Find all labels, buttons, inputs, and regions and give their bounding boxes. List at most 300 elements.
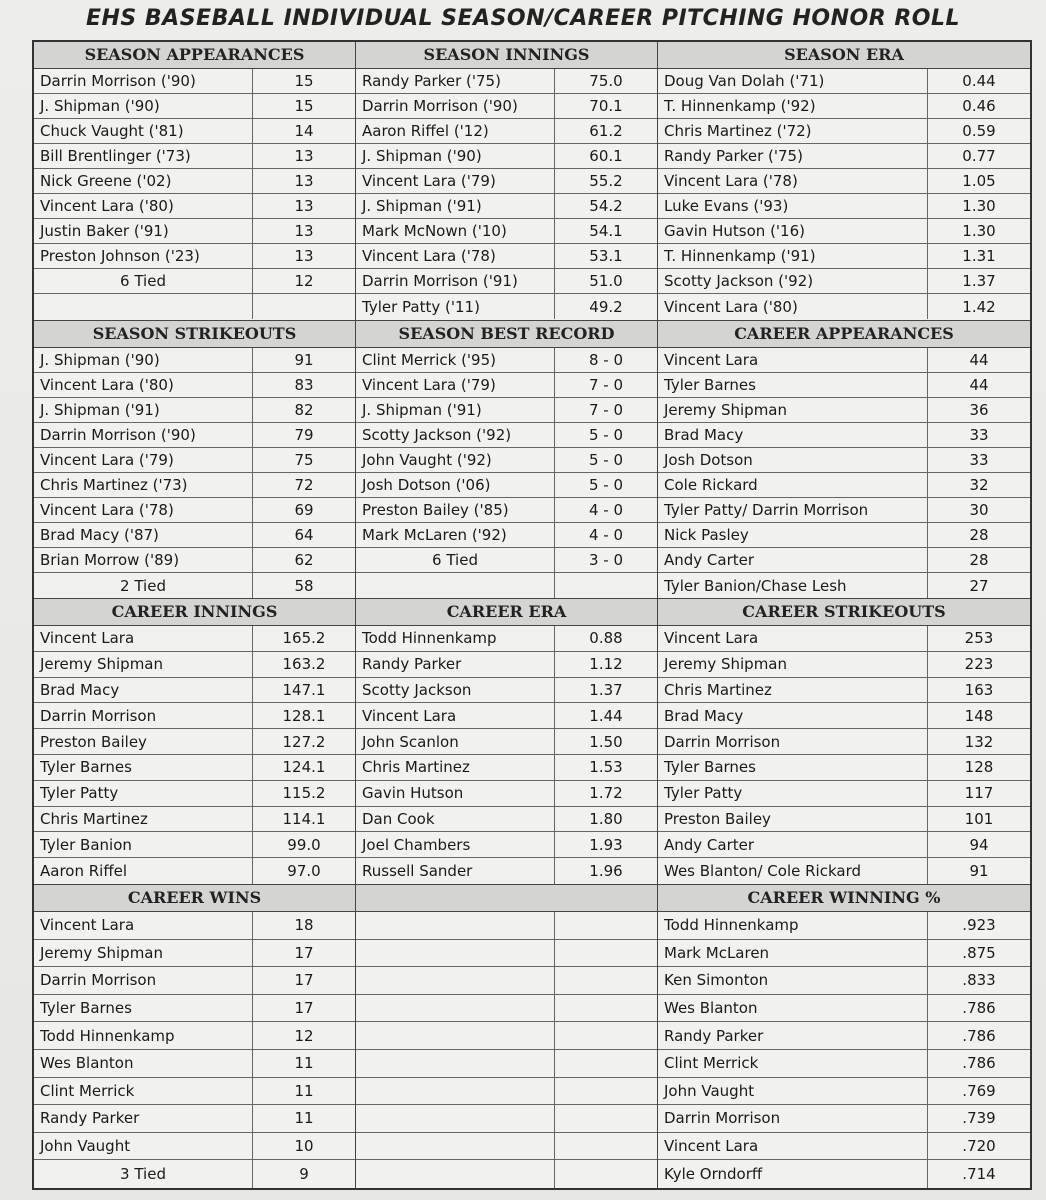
record-holder: Jeremy Shipman: [34, 652, 253, 677]
record-holder: J. Shipman ('90): [34, 348, 253, 372]
record-holder: Nick Greene ('02): [34, 169, 253, 193]
record-holder: Vincent Lara ('78): [356, 244, 555, 268]
record-value: 17: [294, 943, 314, 962]
table-row: [34, 244, 355, 269]
record-value: 127.2: [282, 732, 326, 751]
section-header: SEASON STRIKEOUTS: [34, 321, 355, 348]
record-value: 49.2: [589, 297, 623, 316]
record-value: 28: [969, 551, 989, 569]
record-holder: [356, 995, 555, 1022]
record-value: 72: [294, 476, 314, 494]
record-value: 1.05: [962, 172, 996, 190]
record-holder: Vincent Lara: [658, 626, 928, 651]
record-holder: Jeremy Shipman: [658, 398, 928, 422]
record-holder: Jeremy Shipman: [658, 652, 928, 677]
record-holder: Preston Bailey ('85): [356, 498, 555, 522]
record-value: 0.77: [962, 147, 996, 165]
record-value: 12: [294, 1026, 314, 1045]
record-value: 13: [294, 197, 314, 215]
record-value: 97.0: [287, 862, 321, 881]
record-value: 147.1: [282, 680, 326, 699]
record-value: [555, 912, 657, 939]
record-value: .833: [962, 971, 996, 990]
table-row: [356, 755, 657, 781]
record-value: [555, 1078, 657, 1105]
record-holder: Josh Dotson: [658, 448, 928, 472]
record-holder: Gavin Hutson ('16): [658, 219, 928, 243]
section-header: CAREER APPEARANCES: [658, 321, 1030, 348]
record-value: 4 - 0: [588, 501, 624, 519]
table-row: [658, 1078, 1030, 1106]
record-value: 94: [969, 835, 989, 854]
table-row: [356, 703, 657, 729]
table-row: [356, 119, 657, 144]
record-holder: [356, 912, 555, 939]
record-holder: [34, 294, 253, 319]
table-row: [658, 781, 1030, 807]
record-holder: Randy Parker: [658, 1022, 928, 1049]
record-value: 3 - 0: [588, 551, 624, 569]
record-value: 115.2: [282, 784, 326, 803]
section-header: CAREER ERA: [356, 599, 657, 626]
record-holder: Darrin Morrison ('90): [356, 94, 555, 118]
table-row: [658, 194, 1030, 219]
table-row: [34, 1160, 355, 1188]
table-row: [658, 473, 1030, 498]
table-row: [356, 781, 657, 807]
table-row: [34, 294, 355, 319]
section-header: CAREER WINS: [34, 885, 355, 912]
section-header: SEASON APPEARANCES: [34, 42, 355, 69]
section-band: [34, 598, 1030, 885]
record-holder: Vincent Lara ('80): [658, 294, 928, 319]
record-value: 27: [969, 576, 989, 595]
table-row: [34, 1133, 355, 1161]
table-row: [658, 1105, 1030, 1133]
record-holder: 6 Tied: [34, 269, 253, 293]
record-holder: 2 Tied: [34, 573, 253, 598]
record-holder: T. Hinnenkamp ('92): [658, 94, 928, 118]
record-value: .714: [962, 1165, 996, 1184]
table-row: [34, 144, 355, 169]
table-row: [658, 144, 1030, 169]
record-value: 70.1: [589, 97, 623, 115]
record-value: .786: [962, 1054, 996, 1073]
record-holder: Tyler Barnes: [34, 755, 253, 780]
record-holder: Vincent Lara: [356, 703, 555, 728]
record-value: 4 - 0: [588, 526, 624, 544]
table-row: [658, 294, 1030, 319]
record-value: 1.96: [589, 862, 623, 881]
table-row: [34, 995, 355, 1023]
record-holder: Todd Hinnenkamp: [34, 1022, 253, 1049]
record-value: [253, 294, 355, 319]
table-row: [34, 781, 355, 807]
record-holder: Brian Morrow ('89): [34, 548, 253, 572]
table-row: [658, 703, 1030, 729]
honor-section: [356, 599, 658, 885]
record-value: [555, 940, 657, 967]
table-row: [34, 832, 355, 858]
record-holder: J. Shipman ('90): [356, 144, 555, 168]
table-row: [356, 219, 657, 244]
record-holder: Bill Brentlinger ('73): [34, 144, 253, 168]
record-holder: Todd Hinnenkamp: [356, 626, 555, 651]
table-row: [34, 940, 355, 968]
table-row: [658, 448, 1030, 473]
table-row: [356, 626, 657, 652]
record-holder: Tyler Patty ('11): [356, 294, 555, 319]
record-value: 0.44: [962, 72, 996, 90]
record-value: 1.37: [589, 680, 623, 699]
table-row: [34, 498, 355, 523]
record-value: 7 - 0: [588, 401, 624, 419]
record-value: 36: [969, 401, 989, 419]
table-row: [658, 523, 1030, 548]
table-row: [34, 423, 355, 448]
section-header: CAREER WINNING %: [658, 885, 1030, 912]
record-holder: Scotty Jackson ('92): [356, 423, 555, 447]
record-holder: Vincent Lara ('79): [356, 373, 555, 397]
record-value: .923: [962, 916, 996, 935]
record-value: 128.1: [282, 706, 326, 725]
record-value: [555, 1105, 657, 1132]
record-value: 64: [294, 526, 314, 544]
table-row: [658, 548, 1030, 573]
record-value: .786: [962, 1026, 996, 1045]
record-value: .720: [962, 1137, 996, 1156]
record-value: 13: [294, 222, 314, 240]
table-row: [356, 995, 657, 1023]
table-row: [34, 523, 355, 548]
record-value: 148: [964, 706, 994, 725]
record-value: 1.80: [589, 809, 623, 828]
honor-section: [356, 321, 658, 599]
record-holder: Joel Chambers: [356, 832, 555, 857]
section-header: SEASON BEST RECORD: [356, 321, 657, 348]
record-holder: Vincent Lara ('80): [34, 373, 253, 397]
table-row: [34, 1105, 355, 1133]
record-holder: Vincent Lara: [34, 912, 253, 939]
honor-section: [356, 42, 658, 320]
record-holder: Josh Dotson ('06): [356, 473, 555, 497]
record-value: 12: [294, 272, 314, 290]
record-value: 83: [294, 376, 314, 394]
record-value: 11: [294, 1054, 314, 1073]
section-band: [34, 42, 1030, 320]
table-row: [356, 94, 657, 119]
table-row: [356, 652, 657, 678]
record-holder: Justin Baker ('91): [34, 219, 253, 243]
record-holder: Andy Carter: [658, 832, 928, 857]
record-holder: Doug Van Dolah ('71): [658, 69, 928, 93]
record-value: 30: [969, 501, 989, 519]
record-value: 11: [294, 1081, 314, 1100]
table-row: [34, 69, 355, 94]
record-value: 33: [969, 451, 989, 469]
table-row: [356, 269, 657, 294]
record-holder: Mark McNown ('10): [356, 219, 555, 243]
table-row: [658, 169, 1030, 194]
record-value: 99.0: [287, 835, 321, 854]
record-holder: Clint Merrick: [34, 1078, 253, 1105]
record-value: 58: [294, 576, 314, 595]
table-row: [34, 626, 355, 652]
table-row: [356, 373, 657, 398]
table-row: [34, 755, 355, 781]
table-row: [658, 858, 1030, 884]
record-holder: Brad Macy: [658, 703, 928, 728]
table-row: [356, 858, 657, 884]
table-row: [34, 1078, 355, 1106]
record-holder: Ken Simonton: [658, 967, 928, 994]
table-row: [34, 729, 355, 755]
record-holder: Darrin Morrison: [658, 1105, 928, 1132]
record-value: 53.1: [589, 247, 623, 265]
record-value: 17: [294, 999, 314, 1018]
table-row: [356, 523, 657, 548]
record-value: 13: [294, 147, 314, 165]
table-row: [356, 423, 657, 448]
record-holder: Tyler Patty: [658, 781, 928, 806]
table-row: [658, 967, 1030, 995]
record-holder: Jeremy Shipman: [34, 940, 253, 967]
table-row: [658, 1022, 1030, 1050]
table-row: [658, 626, 1030, 652]
table-row: [356, 69, 657, 94]
record-holder: Mark McLaren ('92): [356, 523, 555, 547]
record-holder: Nick Pasley: [658, 523, 928, 547]
record-holder: Wes Blanton: [34, 1050, 253, 1077]
record-value: 54.2: [589, 197, 623, 215]
table-row: [34, 967, 355, 995]
record-value: 13: [294, 247, 314, 265]
table-row: [34, 373, 355, 398]
table-row: [34, 548, 355, 573]
table-row: [34, 1050, 355, 1078]
record-holder: Preston Johnson ('23): [34, 244, 253, 268]
record-value: 1.30: [962, 197, 996, 215]
record-value: 1.53: [589, 758, 623, 777]
record-holder: Darrin Morrison: [34, 703, 253, 728]
record-value: 61.2: [589, 122, 623, 140]
table-row: [356, 940, 657, 968]
record-holder: J. Shipman ('91): [356, 194, 555, 218]
record-value: 0.88: [589, 629, 623, 648]
record-holder: Chuck Vaught ('81): [34, 119, 253, 143]
record-holder: Vincent Lara ('78): [658, 169, 928, 193]
table-row: [658, 119, 1030, 144]
record-value: 7 - 0: [588, 376, 624, 394]
table-row: [658, 1160, 1030, 1188]
record-holder: Aaron Riffel ('12): [356, 119, 555, 143]
record-holder: [356, 1078, 555, 1105]
table-row: [658, 678, 1030, 704]
table-row: [658, 373, 1030, 398]
honor-section: [658, 321, 1030, 599]
record-holder: Vincent Lara ('79): [34, 448, 253, 472]
record-holder: Vincent Lara: [658, 1133, 928, 1160]
honor-section: [34, 42, 356, 320]
record-value: 124.1: [282, 758, 326, 777]
record-holder: Chris Martinez ('72): [658, 119, 928, 143]
honor-section: [658, 42, 1030, 320]
table-row: [658, 244, 1030, 269]
record-value: 165.2: [282, 629, 326, 648]
honor-roll-grid: [32, 40, 1032, 1190]
record-value: 10: [294, 1137, 314, 1156]
record-holder: Wes Blanton/ Cole Rickard: [658, 858, 928, 884]
record-value: .769: [962, 1081, 996, 1100]
record-value: 79: [294, 426, 314, 444]
table-row: [658, 269, 1030, 294]
table-row: [356, 144, 657, 169]
record-value: 75.0: [589, 72, 623, 90]
record-value: [555, 967, 657, 994]
table-row: [34, 194, 355, 219]
table-row: [34, 573, 355, 598]
record-value: 60.1: [589, 147, 623, 165]
record-holder: Tyler Banion/Chase Lesh: [658, 573, 928, 598]
section-header: SEASON INNINGS: [356, 42, 657, 69]
record-holder: Brad Macy ('87): [34, 523, 253, 547]
record-value: 1.37: [962, 272, 996, 290]
record-holder: Brad Macy: [658, 423, 928, 447]
record-value: 13: [294, 172, 314, 190]
record-value: 18: [294, 916, 314, 935]
table-row: [658, 940, 1030, 968]
table-row: [658, 348, 1030, 373]
record-value: [555, 1160, 657, 1188]
record-holder: John Scanlon: [356, 729, 555, 754]
table-row: [356, 1160, 657, 1188]
record-value: 1.12: [589, 655, 623, 674]
record-holder: Randy Parker: [34, 1105, 253, 1132]
record-holder: Randy Parker ('75): [658, 144, 928, 168]
table-row: [34, 448, 355, 473]
section-header: SEASON ERA: [658, 42, 1030, 69]
record-holder: Russell Sander: [356, 858, 555, 884]
record-holder: [356, 1022, 555, 1049]
table-row: [658, 912, 1030, 940]
record-value: 44: [969, 376, 989, 394]
section-band: [34, 884, 1030, 1189]
table-row: [34, 678, 355, 704]
table-row: [658, 729, 1030, 755]
record-holder: Scotty Jackson ('92): [658, 269, 928, 293]
record-holder: [356, 967, 555, 994]
record-holder: Tyler Patty: [34, 781, 253, 806]
record-value: 11: [294, 1109, 314, 1128]
table-row: [658, 573, 1030, 598]
record-holder: Randy Parker ('75): [356, 69, 555, 93]
record-value: 132: [964, 732, 994, 751]
record-value: 1.93: [589, 835, 623, 854]
record-holder: John Vaught: [658, 1078, 928, 1105]
table-row: [34, 473, 355, 498]
record-holder: Wes Blanton: [658, 995, 928, 1022]
record-holder: Preston Bailey: [658, 807, 928, 832]
table-row: [34, 348, 355, 373]
table-row: [356, 1050, 657, 1078]
record-holder: Vincent Lara ('80): [34, 194, 253, 218]
record-value: 9: [299, 1165, 309, 1184]
record-holder: Vincent Lara: [34, 626, 253, 651]
record-value: 223: [964, 655, 994, 674]
record-value: 1.72: [589, 784, 623, 803]
table-row: [658, 69, 1030, 94]
honor-section: [658, 885, 1030, 1189]
record-value: 15: [294, 97, 314, 115]
record-value: 55.2: [589, 172, 623, 190]
record-holder: Darrin Morrison ('90): [34, 423, 253, 447]
record-holder: Dan Cook: [356, 807, 555, 832]
table-row: [658, 995, 1030, 1023]
record-value: .786: [962, 999, 996, 1018]
record-value: 51.0: [589, 272, 623, 290]
table-row: [658, 652, 1030, 678]
table-row: [658, 498, 1030, 523]
record-value: 1.44: [589, 706, 623, 725]
record-holder: Aaron Riffel: [34, 858, 253, 884]
table-row: [356, 548, 657, 573]
record-holder: Tyler Patty/ Darrin Morrison: [658, 498, 928, 522]
table-row: [356, 398, 657, 423]
record-holder: Clint Merrick: [658, 1050, 928, 1077]
record-holder: Brad Macy: [34, 678, 253, 703]
record-holder: Gavin Hutson: [356, 781, 555, 806]
record-value: 0.46: [962, 97, 996, 115]
table-row: [356, 348, 657, 373]
record-value: 91: [969, 862, 989, 881]
record-holder: Tyler Barnes: [658, 755, 928, 780]
record-value: 128: [964, 758, 994, 777]
record-value: [555, 1050, 657, 1077]
record-value: 163: [964, 680, 994, 699]
record-holder: Clint Merrick ('95): [356, 348, 555, 372]
section-header: [356, 885, 657, 912]
table-row: [34, 94, 355, 119]
record-value: 69: [294, 501, 314, 519]
record-value: 32: [969, 476, 989, 494]
record-holder: Chris Martinez: [356, 755, 555, 780]
record-holder: Chris Martinez: [34, 807, 253, 832]
honor-section: [34, 321, 356, 599]
record-value: .739: [962, 1109, 996, 1128]
record-holder: J. Shipman ('91): [34, 398, 253, 422]
record-value: 28: [969, 526, 989, 544]
table-row: [356, 244, 657, 269]
record-value: 1.42: [962, 297, 996, 316]
record-holder: Todd Hinnenkamp: [658, 912, 928, 939]
record-value: 5 - 0: [588, 426, 624, 444]
record-holder: Darrin Morrison: [658, 729, 928, 754]
record-value: 91: [294, 351, 314, 369]
record-value: 5 - 0: [588, 476, 624, 494]
table-row: [34, 807, 355, 833]
record-value: [555, 1133, 657, 1160]
table-row: [34, 269, 355, 294]
record-value: 163.2: [282, 655, 326, 674]
record-holder: [356, 1105, 555, 1132]
table-row: [34, 1022, 355, 1050]
table-row: [34, 912, 355, 940]
table-row: [356, 473, 657, 498]
honor-section: [34, 599, 356, 885]
record-value: .875: [962, 943, 996, 962]
table-row: [356, 169, 657, 194]
record-holder: John Vaught: [34, 1133, 253, 1160]
